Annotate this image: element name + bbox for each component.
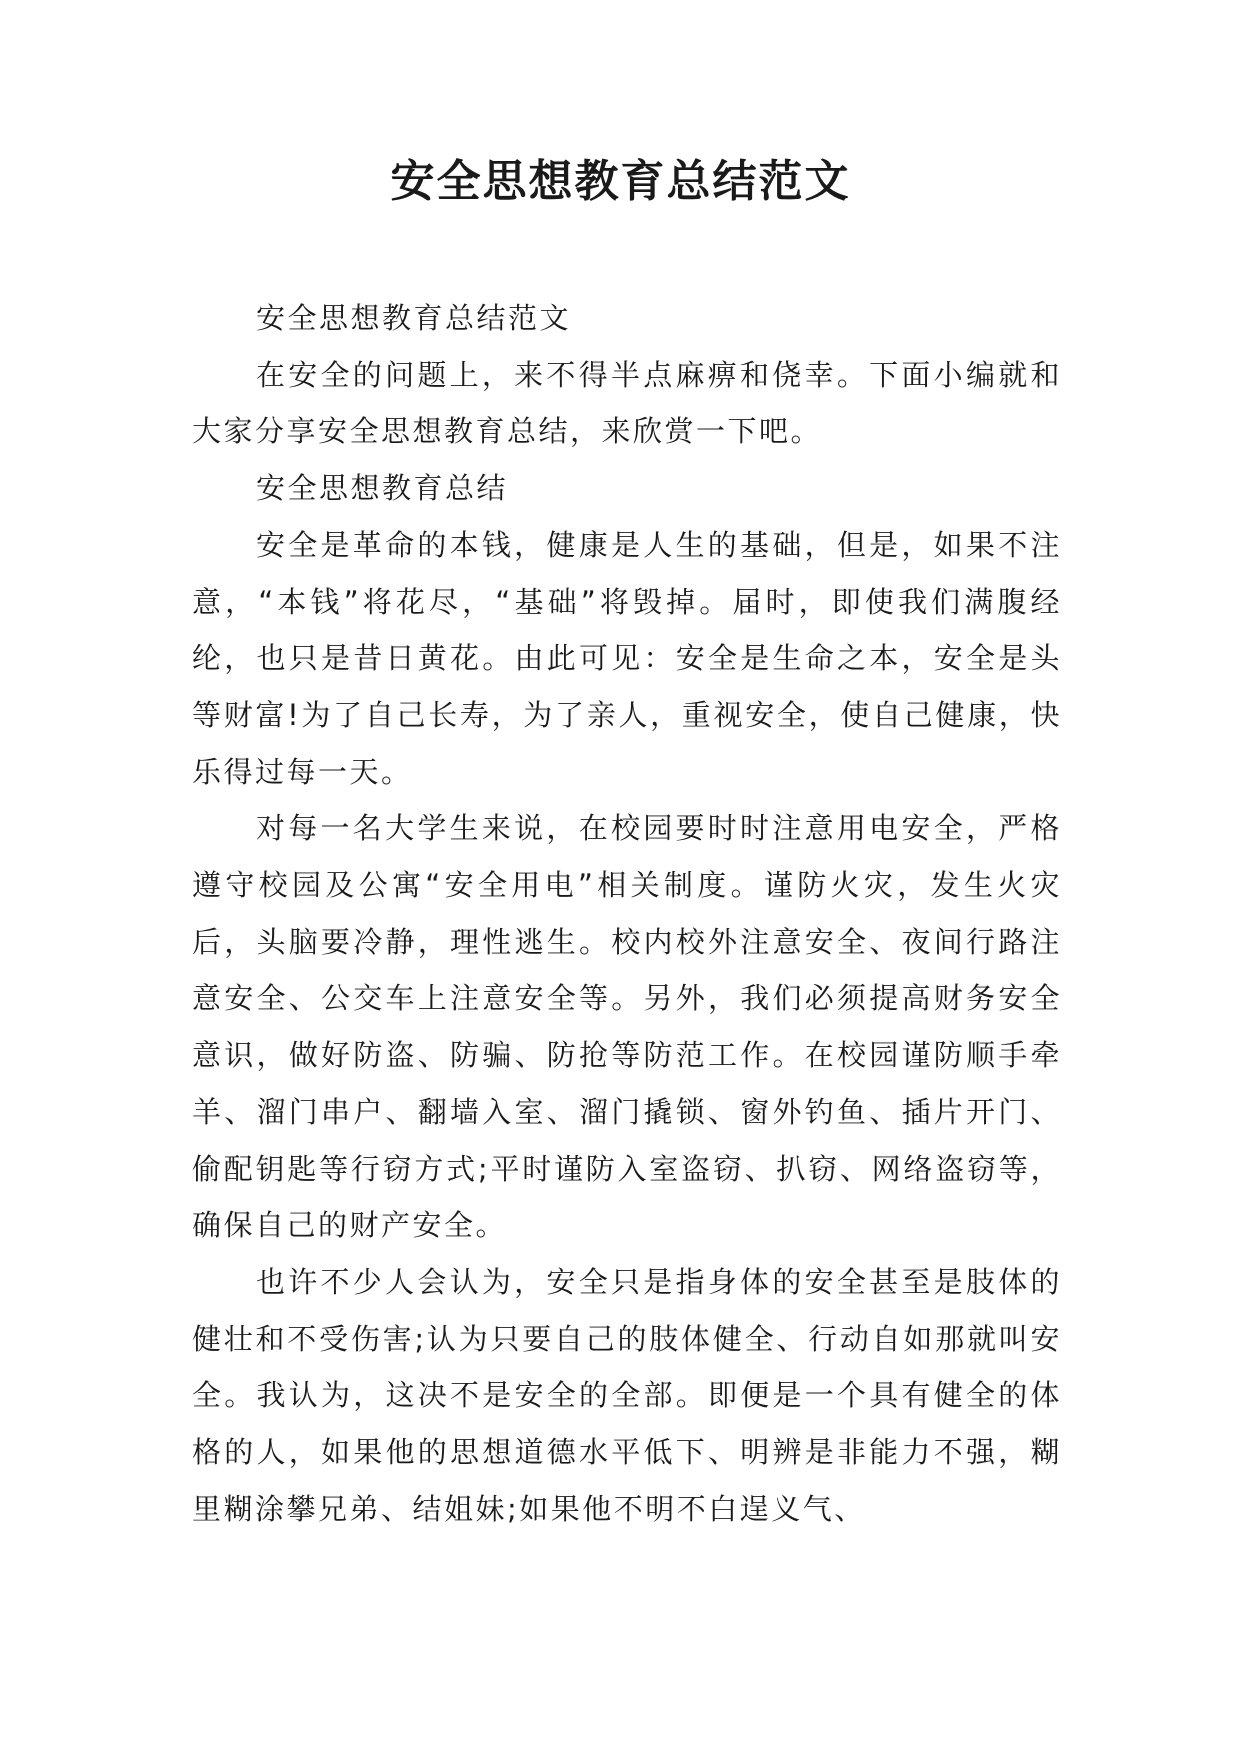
document-body	[192, 290, 1062, 1537]
paragraph-campus-safety: 对每一名大学生来说，在校园要时时注意用电安全，严格遵守校园及公寓“安全用电”相关制度。谨防火灾，发生火灾后，头脑要冷静，理性逃生。校内校外注意安全、夜间行路注意安全、公交车上注意安全等。另外，我们必须提高财务安全意识，做好防盗、防骗、防抢等防范工作。在校园谨防顺手牵羊、溜门串户、翻墙入室、溜门撬锁、窗外钓鱼、插片开门、偷配钥匙等行窃方式;平时谨防入室盗窃、扒窃、网络盗窃等，确保自己的财产安全。	[192, 811, 1062, 1243]
document-title: 安全思想教育总结范文	[390, 156, 851, 207]
paragraph-heading: 安全思想教育总结范文	[256, 301, 572, 335]
paragraph-health: 安全是革命的本钱，健康是人生的基础，但是，如果不注意，“本钱”将花尽，“基础”将毁掉。届时，即使我们满腹经纶，也只是昔日黄花。由此可见：安全是生命之本，安全是头等财富!为了自己长寿，为了亲人，重视安全，使自己健康，快乐得过每一天。	[192, 527, 1062, 789]
paragraph-subheading: 安全思想教育总结	[256, 471, 509, 506]
paragraph-mental-safety: 也许不少人会认为，安全只是指身体的安全甚至是肢体的健壮和不受伤害;认为只要自己的肢体健全、行动自如那就叫安全。我认为，这决不是安全的全部。即便是一个具有健全的体格的人，如果他的思想道德水平低下、明辨是非能力不强，糊里糊涂攀兄弟、结姐妹;如果他不明不白逞义气、	[192, 1264, 1062, 1526]
paragraph-intro: 在安全的问题上，来不得半点麻痹和侥幸。下面小编就和大家分享安全思想教育总结，来欣赏一下吧。	[192, 357, 1062, 449]
